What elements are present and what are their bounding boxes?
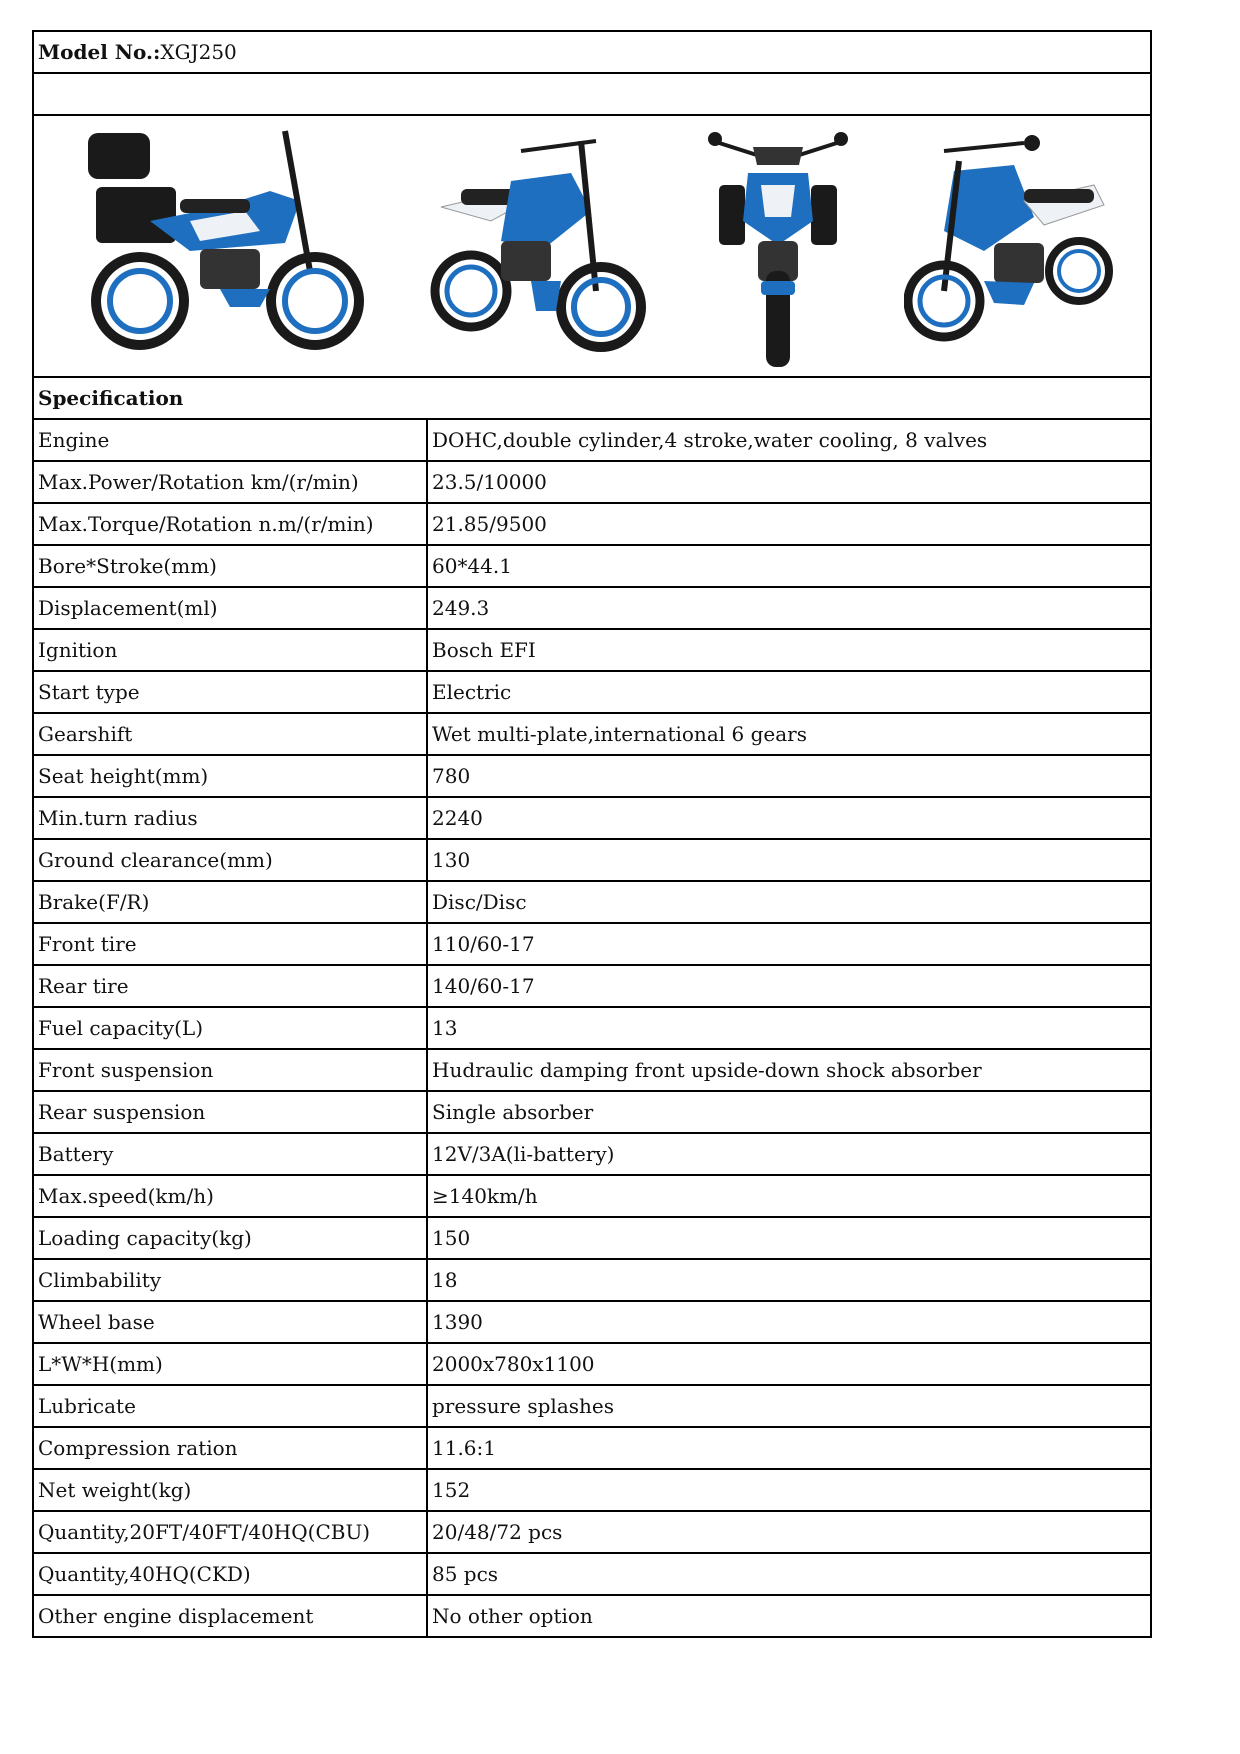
spec-label: Battery bbox=[34, 1134, 428, 1174]
spec-value: 13 bbox=[432, 1016, 458, 1040]
spec-label: Max.speed(km/h) bbox=[34, 1176, 428, 1216]
spec-row bbox=[34, 1344, 1150, 1386]
spec-value: 1390 bbox=[432, 1310, 483, 1334]
spec-row bbox=[34, 672, 1150, 714]
spec-value: 18 bbox=[432, 1268, 458, 1292]
spec-label: Quantity,20FT/40FT/40HQ(CBU) bbox=[34, 1512, 428, 1552]
spec-label: Loading capacity(kg) bbox=[34, 1218, 428, 1258]
spec-label: Engine bbox=[34, 420, 428, 460]
spec-label: Front tire bbox=[34, 924, 428, 964]
spec-label: Min.turn radius bbox=[34, 798, 428, 838]
spec-value: ≥140km/h bbox=[432, 1184, 538, 1208]
spec-value: Hudraulic damping front upside-down shock absorber bbox=[432, 1058, 982, 1082]
spec-value: 2000x780x1100 bbox=[432, 1352, 595, 1376]
model-value: XGJ250 bbox=[160, 40, 237, 64]
spec-row bbox=[34, 588, 1150, 630]
front-view-photo bbox=[703, 121, 853, 371]
spec-label: Compression ration bbox=[34, 1428, 428, 1468]
spec-label: Rear suspension bbox=[34, 1092, 428, 1132]
spec-value: 85 pcs bbox=[432, 1562, 499, 1586]
spec-value: 20/48/72 pcs bbox=[432, 1520, 563, 1544]
spec-value: Single absorber bbox=[432, 1100, 594, 1124]
left-three-quarter-photo bbox=[904, 121, 1114, 371]
empty-row bbox=[34, 74, 1150, 116]
spec-row bbox=[34, 924, 1150, 966]
spec-row bbox=[34, 1008, 1150, 1050]
spec-row bbox=[34, 1512, 1150, 1554]
spec-row bbox=[34, 1428, 1150, 1470]
spec-value: 60*44.1 bbox=[432, 554, 512, 578]
spec-value: Wet multi-plate,international 6 gears bbox=[432, 722, 807, 746]
spec-row bbox=[34, 966, 1150, 1008]
spec-label: Climbability bbox=[34, 1260, 428, 1300]
spec-row bbox=[34, 1092, 1150, 1134]
front-three-quarter-photo bbox=[421, 121, 651, 371]
spec-row bbox=[34, 546, 1150, 588]
spec-label: Start type bbox=[34, 672, 428, 712]
spec-value: Disc/Disc bbox=[432, 890, 527, 914]
spec-label: Fuel capacity(L) bbox=[34, 1008, 428, 1048]
spec-row bbox=[34, 420, 1150, 462]
spec-label: Seat height(mm) bbox=[34, 756, 428, 796]
spec-value: 140/60-17 bbox=[432, 974, 535, 998]
spec-label: Bore*Stroke(mm) bbox=[34, 546, 428, 586]
spec-label: L*W*H(mm) bbox=[34, 1344, 428, 1384]
photo-row bbox=[34, 116, 1150, 378]
spec-value: 23.5/10000 bbox=[432, 470, 547, 494]
spec-label: Ignition bbox=[34, 630, 428, 670]
spec-row bbox=[34, 1596, 1150, 1636]
spec-value: 249.3 bbox=[432, 596, 490, 620]
model-label: Model No.: bbox=[38, 40, 161, 64]
spec-row bbox=[34, 1260, 1150, 1302]
spec-row bbox=[34, 1218, 1150, 1260]
spec-value: 150 bbox=[432, 1226, 471, 1250]
spec-label: Quantity,40HQ(CKD) bbox=[34, 1554, 428, 1594]
spec-value: 21.85/9500 bbox=[432, 512, 547, 536]
spec-label: Brake(F/R) bbox=[34, 882, 428, 922]
spec-row bbox=[34, 840, 1150, 882]
side-view-with-luggage-photo bbox=[70, 121, 370, 371]
spec-value: pressure splashes bbox=[432, 1394, 614, 1418]
spec-value: 130 bbox=[432, 848, 471, 872]
spec-label: Wheel base bbox=[34, 1302, 428, 1342]
spec-rows bbox=[34, 420, 1150, 1636]
spec-row bbox=[34, 882, 1150, 924]
spec-label: Lubricate bbox=[34, 1386, 428, 1426]
spec-value: 110/60-17 bbox=[432, 932, 535, 956]
spec-value: 2240 bbox=[432, 806, 483, 830]
spec-value: 12V/3A(li-battery) bbox=[432, 1142, 615, 1166]
spec-value: No other option bbox=[432, 1604, 593, 1628]
spec-row bbox=[34, 1134, 1150, 1176]
spec-value: Electric bbox=[432, 680, 512, 704]
spec-row bbox=[34, 1386, 1150, 1428]
spec-label: Front suspension bbox=[34, 1050, 428, 1090]
spec-label: Other engine displacement bbox=[34, 1596, 428, 1636]
spec-value: 11.6:1 bbox=[432, 1436, 496, 1460]
spec-row bbox=[34, 1302, 1150, 1344]
empty-cell bbox=[34, 74, 1150, 114]
spec-label: Net weight(kg) bbox=[34, 1470, 428, 1510]
spec-label: Rear tire bbox=[34, 966, 428, 1006]
spec-row bbox=[34, 798, 1150, 840]
spec-value: 780 bbox=[432, 764, 471, 788]
specification-heading-row bbox=[34, 378, 1150, 420]
spec-row bbox=[34, 1050, 1150, 1092]
spec-row bbox=[34, 1176, 1150, 1218]
specification-heading: Specification bbox=[38, 386, 184, 410]
spec-sheet-table bbox=[32, 30, 1152, 1638]
spec-row bbox=[34, 1554, 1150, 1596]
spec-row bbox=[34, 462, 1150, 504]
spec-row bbox=[34, 504, 1150, 546]
model-number bbox=[34, 32, 1150, 72]
spec-label: Max.Power/Rotation km/(r/min) bbox=[34, 462, 428, 502]
spec-row bbox=[34, 1470, 1150, 1512]
spec-label: Displacement(ml) bbox=[34, 588, 428, 628]
spec-row bbox=[34, 756, 1150, 798]
spec-value: 152 bbox=[432, 1478, 471, 1502]
spec-row bbox=[34, 630, 1150, 672]
spec-label: Max.Torque/Rotation n.m/(r/min) bbox=[34, 504, 428, 544]
model-row bbox=[34, 32, 1150, 74]
spec-value: DOHC,double cylinder,4 stroke,water cooling, 8 valves bbox=[432, 428, 988, 452]
spec-label: Ground clearance(mm) bbox=[34, 840, 428, 880]
spec-value: Bosch EFI bbox=[432, 638, 536, 662]
spec-label: Gearshift bbox=[34, 714, 428, 754]
spec-row bbox=[34, 714, 1150, 756]
